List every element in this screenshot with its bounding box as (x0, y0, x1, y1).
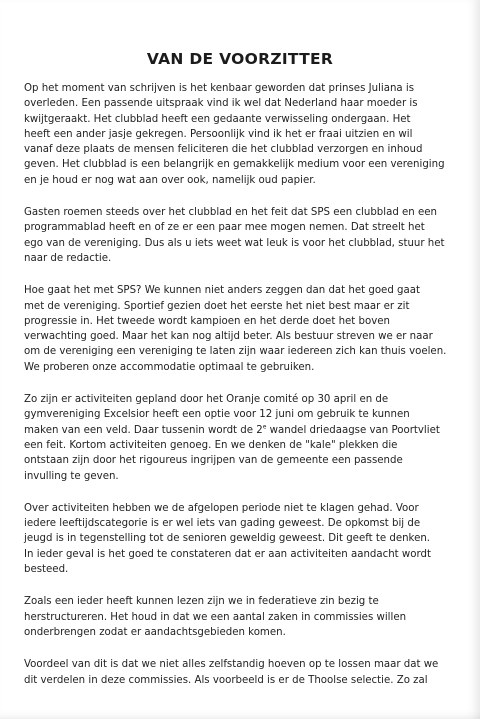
text-line: naar de redactie. (24, 252, 112, 264)
text-line: Zo zijn er activiteiten gepland door het Oranje comité op 30 april en de (24, 394, 389, 406)
text-line: Op het moment van schrijven is het kenbaar geworden dat prinses Juliana is (24, 83, 415, 94)
text-line: Hoe gaat het met SPS? We kunnen niet anders zeggen dan dat het goed gaat (24, 285, 420, 297)
text-line: maken van een veld. Daar tussenin wordt de 2e wandel driedaagse van Poortvliet (24, 423, 440, 436)
text-line: besteed. (24, 564, 69, 576)
text-line: en je houd er nog wat aan over ook, namelijk oud papier. (24, 174, 316, 186)
text-line: gymvereniging Excelsior heeft een optie voor 12 juni om gebruik te kunnen (24, 409, 410, 421)
paragraph (24, 283, 447, 375)
text-line: programmablad heeft en of ze er een paar mee mogen nemen. Dat streelt het (24, 222, 425, 234)
paragraph (24, 81, 444, 188)
article-body (24, 81, 447, 705)
paragraph (24, 594, 444, 640)
paragraph (24, 657, 444, 688)
paragraph (24, 501, 444, 577)
text-line: vanaf deze plaats de mensen feliciteren die het clubblad verzorgen en inhoud (24, 144, 423, 156)
text-line: Voordeel van dit is dat we niet alles zelfstandig hoeven op te lossen maar dat we (24, 659, 439, 671)
text-line: herstructureren. Het houd in dat we een aantal zaken in commissies willen (24, 611, 407, 623)
text-line: overleden. Een passende uitspraak vind ik wel dat Nederland haar moeder is (24, 98, 418, 110)
text-line: progressie in. Het tweede wordt kampioen en het derde doet het boven (24, 315, 390, 327)
text-line: om de vereniging een vereniging te laten zijn waar iedereen zich kan thuis voelen. (24, 346, 447, 358)
text-line: Over activiteiten hebben we de afgelopen periode niet te klagen gehad. Voor (24, 502, 419, 514)
page-title: VAN DE VOORZITTER (146, 50, 334, 68)
paragraph (24, 205, 444, 266)
text-line: ego van de vereniging. Dus als u iets weet wat leuk is voor het clubblad, stuur het (24, 237, 445, 249)
text-line: iedere leeftijdscategorie is er wel iets van gading geweest. De opkomst bij de (24, 518, 421, 530)
text-line: dit verdelen in deze commissies. Als voorbeeld is er de Thoolse selectie. Zo zal (24, 674, 428, 686)
text-line: met de vereniging. Sportief gezien doet het eerste het niet best maar er zit (24, 300, 410, 312)
text-line: Zoals een ieder heeft kunnen lezen zijn we in federatieve zin bezig te (24, 596, 379, 608)
text-line: ontstaan zijn door het rigoureus ingrijpen van de gemeente een passende (24, 455, 403, 467)
text-line: invulling te geven. (24, 470, 119, 482)
text-line: verwachting goed. Maar het kan nog altijd beter. Als bestuur streven we er naar (24, 331, 433, 343)
text-line: kwijtgeraakt. Het clubblad heeft een gedaante verwisseling ondergaan. Het (24, 113, 411, 125)
text-line: geven. Het clubblad is een belangrijk en gemakkelijk medium voor een vereniging (24, 159, 445, 171)
text-line: heeft een ander jasje gekregen. Persoonlijk vind ik het er fraai uitzien en wil (24, 128, 413, 140)
text-line: Gasten roemen steeds over het clubblad en het feit dat SPS een clubblad en een (24, 207, 437, 219)
paragraph (24, 392, 444, 484)
text-line: In ieder geval is het goed te constateren dat er aan activiteiten aandacht wordt (24, 548, 431, 560)
text-line: een feit. Kortom activiteiten genoeg. En we denken de "kale" plekken die (24, 439, 398, 451)
text-line: onderbrengen zodat er aandachtsgebieden komen. (24, 626, 286, 638)
text-line: We proberen onze accommodatie optimaal te gebruiken. (24, 361, 315, 373)
text-line: jeugd is in tegenstelling tot de senioren geweldig geweest. Dit geeft te denken. (24, 533, 431, 545)
